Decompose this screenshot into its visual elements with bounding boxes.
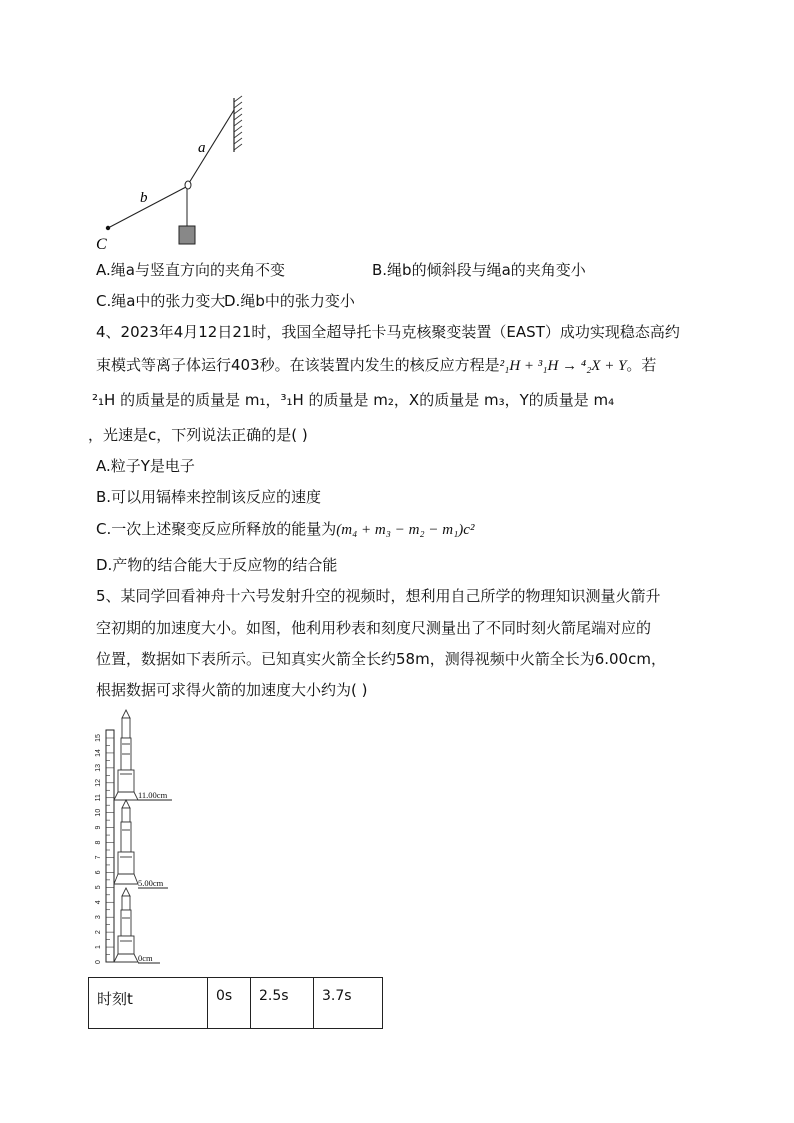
ruler-tick-label: 10 — [95, 808, 102, 817]
ruler-tick-label: 14 — [95, 749, 102, 757]
ruler-tick-label: 0 — [95, 960, 102, 964]
q3-option-b: B.绳b的倾斜段与绳a的夹角变小 — [372, 261, 586, 279]
q4-line2 — [96, 355, 656, 376]
marker-top-label: 11.00cm — [138, 790, 168, 800]
label-a: a — [198, 140, 206, 156]
ruler-tick-label: 8 — [95, 840, 102, 845]
q5-line3: 位置，数据如下表所示。已知真实火箭全长约58m，测得视频中火箭全长为6.00cm， — [96, 650, 666, 668]
ruler-tick-label: 3 — [95, 915, 102, 920]
q4-line2-post: 。若 — [626, 356, 657, 374]
q4-line1: 4、2023年4月12日21时，我国全超导托卡马克核聚变装置（EAST）成功实现稳态高约 — [96, 323, 680, 341]
q4-reaction-equation: ²₁H + ³₁H → ⁴₂X + Y — [499, 358, 627, 374]
q4-line4: ，光速是c，下列说法正确的是( ) — [88, 426, 308, 444]
ruler-tick-label: 1 — [95, 945, 102, 950]
q4-line2-pre: 束模式等离子体运行403秒。在该装置内发生的核反应方程是 — [96, 356, 500, 374]
q4-option-a: A.粒子Y是电子 — [96, 457, 195, 475]
q4-line3-b: ³₁H 的质量是 m₂，X的质量是 m₃，Y的质量是 m₄ — [280, 391, 615, 409]
table-cell: 2.5s — [251, 978, 314, 1029]
weight-block — [179, 226, 195, 244]
ruler-tick-label: 7 — [95, 855, 102, 860]
ruler-tick-label: 4 — [95, 900, 102, 905]
ruler-tick-labels — [95, 734, 102, 964]
pulley-ring — [185, 181, 191, 189]
rocket-middle — [114, 800, 138, 884]
q4-line3-a: ²₁H 的质量是的质量是 m₁， — [92, 391, 281, 409]
q3-option-c: C.绳a中的张力变大 — [96, 292, 226, 310]
label-b: b — [140, 190, 148, 206]
wall-hatch — [234, 96, 242, 150]
q5-line4: 根据数据可求得火箭的加速度大小约为( ) — [96, 681, 368, 699]
rocket-top — [114, 710, 138, 800]
ruler-tick-label: 5 — [95, 885, 102, 890]
q5-line1: 5、某同学回看神舟十六号发射升空的视频时，想利用自己所学的物理知识测量火箭升 — [96, 587, 661, 605]
ruler-tick-label: 13 — [95, 763, 102, 772]
table-row — [89, 978, 383, 1029]
ruler-tick-label: 11 — [95, 794, 102, 802]
ruler-tick-label: 12 — [95, 778, 102, 787]
table-cell: 3.7s — [314, 978, 383, 1029]
q3-option-a: A.绳a与竖直方向的夹角不变 — [96, 261, 285, 279]
q4-option-b: B.可以用镉棒来控制该反应的速度 — [96, 488, 322, 506]
table-cell: 0s — [208, 978, 251, 1029]
q5-line2: 空初期的加速度大小。如图，他利用秒表和刻度尺测量出了不同时刻火箭尾端对应的 — [96, 619, 652, 637]
time-table — [88, 977, 383, 1029]
ruler-tick-label: 15 — [95, 734, 102, 742]
ruler — [106, 730, 114, 962]
table-header-cell: 时刻t — [89, 978, 208, 1029]
q4-option-c — [96, 519, 474, 540]
point-c — [106, 226, 110, 230]
rope-a — [189, 110, 234, 183]
q4-option-d: D.产物的结合能大于反应物的结合能 — [96, 556, 338, 574]
q4-line3 — [92, 390, 614, 410]
ruler-tick-label: 9 — [95, 825, 102, 830]
label-c: C — [96, 236, 107, 252]
rocket-ruler-figure — [88, 708, 198, 970]
rope-diagram — [90, 92, 260, 252]
marker-bot-label: 0cm — [138, 953, 153, 963]
q4-option-c-text: C.一次上述聚变反应所释放的能量为 — [96, 520, 337, 538]
ruler-tick-label: 2 — [95, 930, 102, 935]
q3-option-d: D.绳b中的张力变小 — [224, 292, 355, 310]
marker-mid-label: 5.00cm — [138, 878, 164, 888]
ruler-tick-label: 6 — [95, 870, 102, 875]
q4-option-c-equation: (m₄ + m₃ − m₂ − m₁)c² — [336, 522, 475, 538]
rocket-bottom — [114, 888, 138, 962]
